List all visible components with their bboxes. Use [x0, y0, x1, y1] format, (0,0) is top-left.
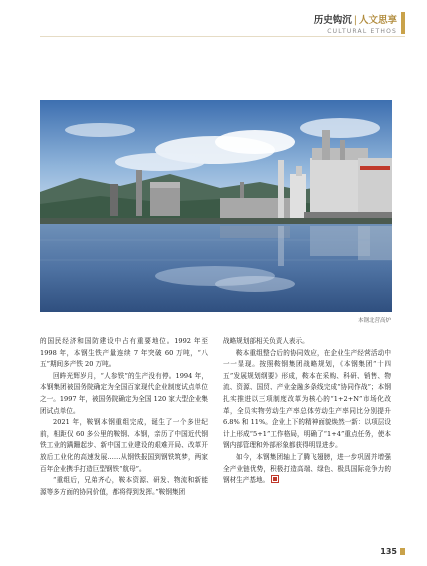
- paragraph: 2021 年，鞍钢本钢重组完成，诞生了一个多世纪前，相距仅 60 多公里的鞍钢、本钢，亲历了中国近代钢铁工业的蹒跚起步、新中国工业建设的艰难开局、改革开放后工业化的高速发展……从钢铁报国到钢铁筑梦，两家百年企业携手打造巨型钢铁“航母”。: [40, 418, 208, 473]
- page-number: 135: [380, 547, 397, 556]
- section-header: [314, 12, 397, 35]
- final-paragraph: [223, 452, 391, 487]
- paragraph-text: 如今，本钢集团轴上了腾飞翅膀，进一步巩固并增强全产业链优势，积极打造高端、绿色、极具国际竞争力的钢材生产基地。: [223, 452, 391, 485]
- section-title-separator: |: [353, 15, 357, 26]
- article-end-icon: [271, 475, 279, 483]
- photo-caption: 本钢北营高炉: [357, 318, 391, 324]
- header-accent-bar: [401, 12, 405, 34]
- page-number-accent: [400, 548, 405, 555]
- section-title-main: 历史钩沉: [313, 15, 352, 26]
- paragraph: 的国民经济和国防建设中占有重要地位。1992 年至 1998 年，本钢生铁产量连续 7 年突破 60 万吨，“八五”期间多产铁 20 万吨。: [40, 337, 208, 369]
- steel-plant-illustration: [40, 100, 392, 312]
- section-subtitle: CULTURAL ETHOS: [327, 28, 397, 35]
- header-divider: [40, 36, 405, 37]
- paragraph: 战略规划部相关负责人表示。: [223, 337, 309, 345]
- section-title: [314, 12, 397, 26]
- steel-plant-photo: [40, 100, 392, 312]
- paragraph: 鞍本重组整合后的协同效应，在企业生产经营活动中一一显现。按照鞍钢集团战略规划，《本钢集团“十四五”发展规划纲要》形成，鞍本在采购、科研、销售、物流、资源、国贸、产业金融多条线完成“协同作战”；本钢扎实推进以三项制度改革为核心的“1+2+N”市场化改革，全员实物劳动生产率总体劳动生产率同比分别提升 6.8% 和 11%。企业上下的精神面貌焕然一新：以项层设计上形成“5+1”工作格局，明确了“1+4”重点任务，使本钢内部管理和外部形象都获得明显进步。: [223, 348, 391, 450]
- article-left-column: [40, 336, 208, 498]
- section-title-accent: 人文思享: [358, 15, 397, 26]
- article-right-column: [223, 336, 391, 487]
- paragraph: 回眸光辉岁月，“人参铁”的生产没有停。1994 年，本钢集团被国务院确定为全国百家现代企业制度试点单位之一。1997 年，被国务院确定为全国 120 家大型企业集团试点单位。: [40, 371, 208, 415]
- paragraph: “重组后，兄弟齐心，鞍本资源、研发、物流和新能源等多方面的协同价值，都将得到发挥。”鞍钢集团: [40, 476, 208, 496]
